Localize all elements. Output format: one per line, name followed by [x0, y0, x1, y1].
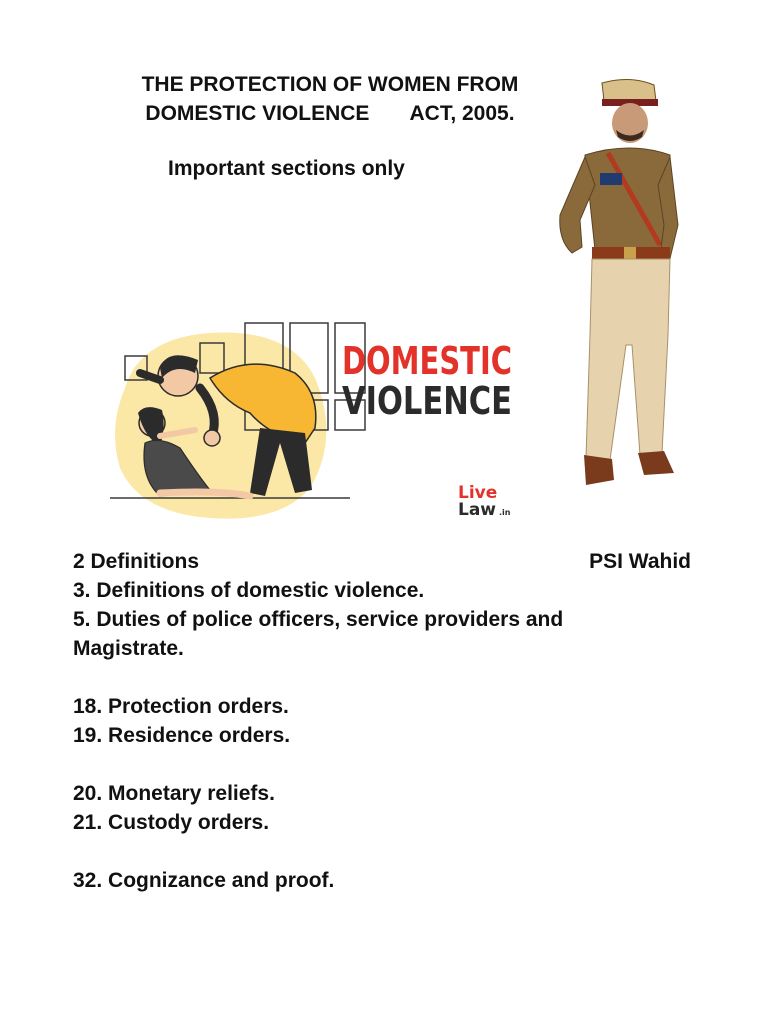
livelaw-logo-bottom: Law — [458, 500, 497, 520]
spacer — [73, 750, 703, 779]
livelaw-logo-suffix: .in — [499, 508, 511, 517]
section-item: 18. Protection orders. — [73, 695, 289, 718]
section-item: 5. Duties of police officers, service providers and — [73, 608, 564, 631]
section-row-first — [73, 547, 703, 576]
section-item: Magistrate. — [73, 637, 184, 660]
sections-list — [73, 547, 703, 895]
spacer — [73, 663, 703, 692]
author-credit: PSI Wahid — [589, 550, 691, 573]
spacer — [73, 837, 703, 866]
section-item: 21. Custody orders. — [73, 811, 270, 834]
subtitle: Important sections only — [168, 157, 405, 180]
title-line-1: THE PROTECTION OF WOMEN FROM — [141, 73, 519, 96]
document-title — [100, 70, 560, 128]
section-definitions: 2 Definitions — [73, 550, 200, 573]
illustration-headline-2: VIOLENCE — [342, 379, 512, 423]
domestic-violence-illustration — [100, 318, 525, 528]
section-item: 19. Residence orders. — [73, 724, 291, 747]
officer-trousers — [586, 259, 670, 460]
title-line-2: DOMESTIC VIOLENCE ACT, 2005. — [145, 102, 515, 125]
section-item: 3. Definitions of domestic violence. — [73, 579, 425, 602]
officer-shoes — [584, 455, 614, 485]
illustration-headline-1: DOMESTIC — [342, 339, 512, 383]
section-item: 20. Monetary reliefs. — [73, 782, 275, 805]
police-officer-photo — [540, 75, 685, 500]
section-item: 32. Cognizance and proof. — [73, 869, 335, 892]
livelaw-logo-top: Live — [458, 483, 498, 503]
